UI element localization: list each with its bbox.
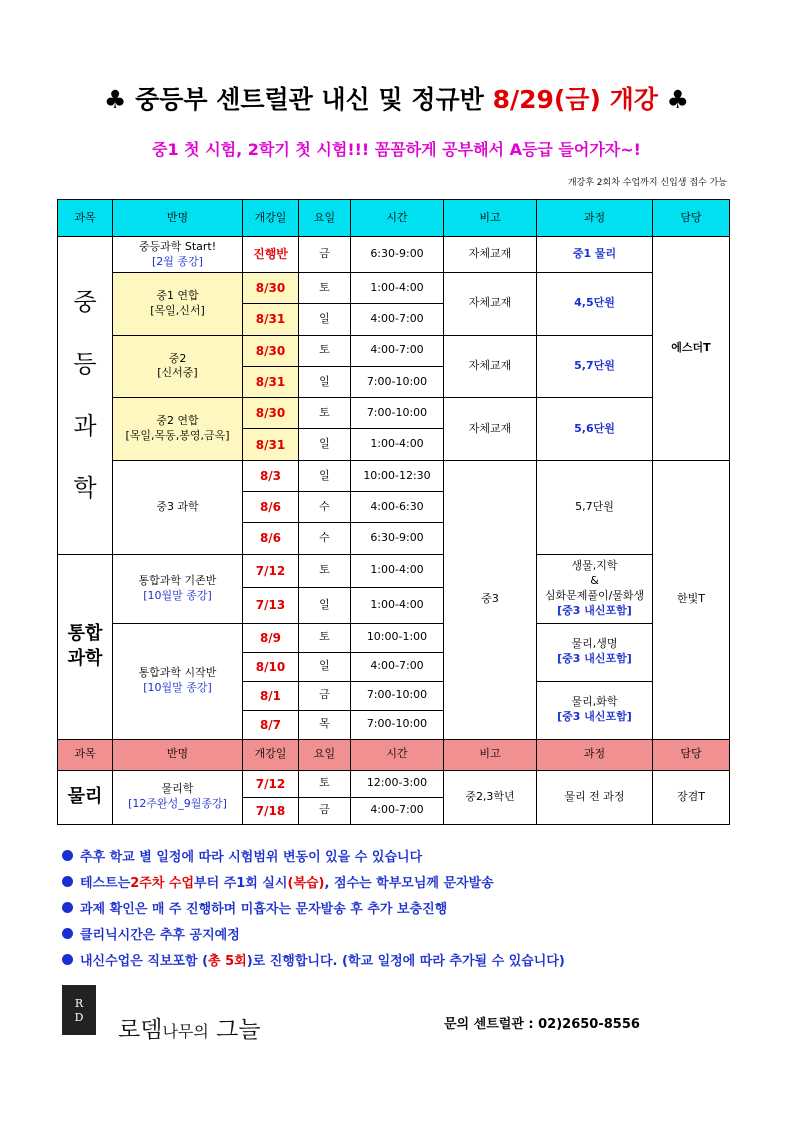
day: 금 bbox=[299, 797, 351, 824]
day: 일 bbox=[299, 304, 351, 335]
header-cell: 시간 bbox=[351, 200, 444, 237]
day: 목 bbox=[299, 710, 351, 739]
time: 7:00-10:00 bbox=[351, 710, 444, 739]
schedule-table bbox=[57, 199, 730, 825]
header-cell: 시간 bbox=[351, 739, 444, 770]
start-date: 8/1 bbox=[243, 681, 299, 710]
start-date: 8/6 bbox=[243, 492, 299, 523]
day: 토 bbox=[299, 398, 351, 429]
course: 물리,생명 [중3 내신포함] bbox=[537, 623, 653, 681]
teacher-integrated: 한빛T bbox=[653, 460, 730, 739]
remark-integrated: 중3 bbox=[444, 460, 537, 739]
course: 생물,지학 & 심화문제풀이/물화생 [중3 내신포함] bbox=[537, 554, 653, 623]
subject-physics: 물리 bbox=[58, 770, 113, 824]
start-date: 8/31 bbox=[243, 429, 299, 460]
class-name: 중1 연합 [목일,신서] bbox=[113, 273, 243, 336]
day: 일 bbox=[299, 652, 351, 681]
time: 1:00-4:00 bbox=[351, 273, 444, 304]
time: 6:30-9:00 bbox=[351, 237, 444, 273]
day: 토 bbox=[299, 554, 351, 587]
class-name: 중등과학 Start! [2월 종강] bbox=[113, 237, 243, 273]
time: 7:00-10:00 bbox=[351, 398, 444, 429]
day: 일 bbox=[299, 587, 351, 623]
course: 중1 물리 bbox=[537, 237, 653, 273]
time: 4:00-7:00 bbox=[351, 652, 444, 681]
time: 7:00-10:00 bbox=[351, 681, 444, 710]
start-date: 8/30 bbox=[243, 273, 299, 304]
time: 10:00-12:30 bbox=[351, 460, 444, 491]
header-cell: 개강일 bbox=[243, 200, 299, 237]
header-cell: 비고 bbox=[444, 739, 537, 770]
remark: 자체교재 bbox=[444, 237, 537, 273]
list-item: 내신수업은 직보포함 ( 총 5회 )로 진행합니다. (학교 일정에 따라 추가될 수 있습니다) bbox=[62, 946, 565, 972]
start-date: 8/9 bbox=[243, 623, 299, 652]
header-cell: 담당 bbox=[653, 200, 730, 237]
list-item: 테스트는 2주차 수업 부터 주1회 실시 (복습) , 점수는 학부모님께 문자발송 bbox=[62, 868, 565, 894]
day: 토 bbox=[299, 770, 351, 797]
time: 1:00-4:00 bbox=[351, 587, 444, 623]
header-cell: 개강일 bbox=[243, 739, 299, 770]
header-cell: 반명 bbox=[113, 200, 243, 237]
title-date: 8/29(금) 개강 bbox=[492, 85, 658, 114]
time: 6:30-9:00 bbox=[351, 523, 444, 554]
day: 일 bbox=[299, 429, 351, 460]
table-row bbox=[58, 273, 730, 304]
enrollment-note: 개강후 2회차 수업까지 신입생 접수 가능 bbox=[567, 178, 727, 188]
start-date: 8/31 bbox=[243, 304, 299, 335]
table-row bbox=[58, 398, 730, 429]
logo bbox=[62, 985, 322, 1045]
bullet-dot-icon bbox=[62, 876, 73, 887]
start-date: 7/12 bbox=[243, 554, 299, 587]
course: 4,5단원 bbox=[537, 273, 653, 336]
time: 4:00-6:30 bbox=[351, 492, 444, 523]
page-title bbox=[0, 80, 793, 116]
time: 10:00-1:00 bbox=[351, 623, 444, 652]
class-name: 중2 [신서중] bbox=[113, 335, 243, 398]
remark: 자체교재 bbox=[444, 398, 537, 461]
teacher-physics: 장겸T bbox=[653, 770, 730, 824]
header-cell: 과목 bbox=[58, 739, 113, 770]
course: 5,7단원 bbox=[537, 460, 653, 554]
day: 일 bbox=[299, 366, 351, 397]
start-date: 7/18 bbox=[243, 797, 299, 824]
day: 일 bbox=[299, 460, 351, 491]
club-icon: ♣ bbox=[666, 85, 690, 114]
table-row bbox=[58, 770, 730, 797]
start-date: 7/13 bbox=[243, 587, 299, 623]
table-row bbox=[58, 335, 730, 366]
day: 토 bbox=[299, 335, 351, 366]
remark: 자체교재 bbox=[444, 335, 537, 398]
day: 수 bbox=[299, 492, 351, 523]
course: 5,7단원 bbox=[537, 335, 653, 398]
subtitle: 중1 첫 시험, 2학기 첫 시험!!! 꼼꼼하게 공부해서 A등급 들어가자~! bbox=[152, 140, 641, 159]
time: 1:00-4:00 bbox=[351, 429, 444, 460]
class-name: 물리학 [12주완성_9월종강] bbox=[113, 770, 243, 824]
start-date: 8/30 bbox=[243, 398, 299, 429]
course: 5,6단원 bbox=[537, 398, 653, 461]
time: 7:00-10:00 bbox=[351, 366, 444, 397]
class-name: 통합과학 기존반 [10월말 종강] bbox=[113, 554, 243, 623]
time: 4:00-7:00 bbox=[351, 797, 444, 824]
teacher-science: 에스더T bbox=[653, 237, 730, 461]
header-cell: 담당 bbox=[653, 739, 730, 770]
class-name: 통합과학 시작반 [10월말 종강] bbox=[113, 623, 243, 739]
class-name: 중3 과학 bbox=[113, 460, 243, 554]
course: 물리,화학 [중3 내신포함] bbox=[537, 681, 653, 739]
bullet-dot-icon bbox=[62, 850, 73, 861]
header-cell: 비고 bbox=[444, 200, 537, 237]
course: 물리 전 과정 bbox=[537, 770, 653, 824]
bullet-dot-icon bbox=[62, 928, 73, 939]
header-cell: 과정 bbox=[537, 200, 653, 237]
day: 금 bbox=[299, 681, 351, 710]
remark: 중2,3학년 bbox=[444, 770, 537, 824]
header-cell: 요일 bbox=[299, 200, 351, 237]
day: 토 bbox=[299, 623, 351, 652]
remark: 자체교재 bbox=[444, 273, 537, 336]
contact-info: 문의 센트럴관 : 02)2650-8556 bbox=[444, 1017, 640, 1032]
time: 4:00-7:00 bbox=[351, 304, 444, 335]
logo-mark-icon: R D bbox=[62, 985, 96, 1035]
subject-integrated: 통합 과학 bbox=[58, 554, 113, 739]
header-cell: 과정 bbox=[537, 739, 653, 770]
day: 수 bbox=[299, 523, 351, 554]
start-date: 진행반 bbox=[243, 237, 299, 273]
start-date: 8/6 bbox=[243, 523, 299, 554]
header-row bbox=[58, 200, 730, 237]
list-item: 추후 학교 별 일정에 따라 시험범위 변동이 있을 수 있습니다 bbox=[62, 842, 565, 868]
title-main: ♣ 중등부 센트럴관 내신 및 정규반 bbox=[103, 85, 484, 114]
bullet-dot-icon bbox=[62, 954, 73, 965]
class-name: 중2 연합 [목일,목동,봉영,금옥] bbox=[113, 398, 243, 461]
start-date: 8/31 bbox=[243, 366, 299, 397]
logo-text: 로뎀나무의 그늘 bbox=[118, 1017, 261, 1043]
table-row bbox=[58, 623, 730, 652]
time: 1:00-4:00 bbox=[351, 554, 444, 587]
bullet-dot-icon bbox=[62, 902, 73, 913]
header-cell: 반명 bbox=[113, 739, 243, 770]
header-cell: 과목 bbox=[58, 200, 113, 237]
day: 토 bbox=[299, 273, 351, 304]
start-date: 8/30 bbox=[243, 335, 299, 366]
subject-science: 중 등 과 학 bbox=[58, 237, 113, 555]
time: 12:00-3:00 bbox=[351, 770, 444, 797]
start-date: 8/7 bbox=[243, 710, 299, 739]
day: 금 bbox=[299, 237, 351, 273]
notice-list bbox=[62, 842, 565, 972]
list-item: 과제 확인은 매 주 진행하며 미흡자는 문자발송 후 추가 보충진행 bbox=[62, 894, 565, 920]
start-date: 7/12 bbox=[243, 770, 299, 797]
start-date: 8/10 bbox=[243, 652, 299, 681]
start-date: 8/3 bbox=[243, 460, 299, 491]
header-row bbox=[58, 739, 730, 770]
table-row bbox=[58, 460, 730, 491]
time: 4:00-7:00 bbox=[351, 335, 444, 366]
header-cell: 요일 bbox=[299, 739, 351, 770]
list-item: 클리닉시간은 추후 공지예정 bbox=[62, 920, 565, 946]
table-row bbox=[58, 554, 730, 587]
table-row bbox=[58, 237, 730, 273]
